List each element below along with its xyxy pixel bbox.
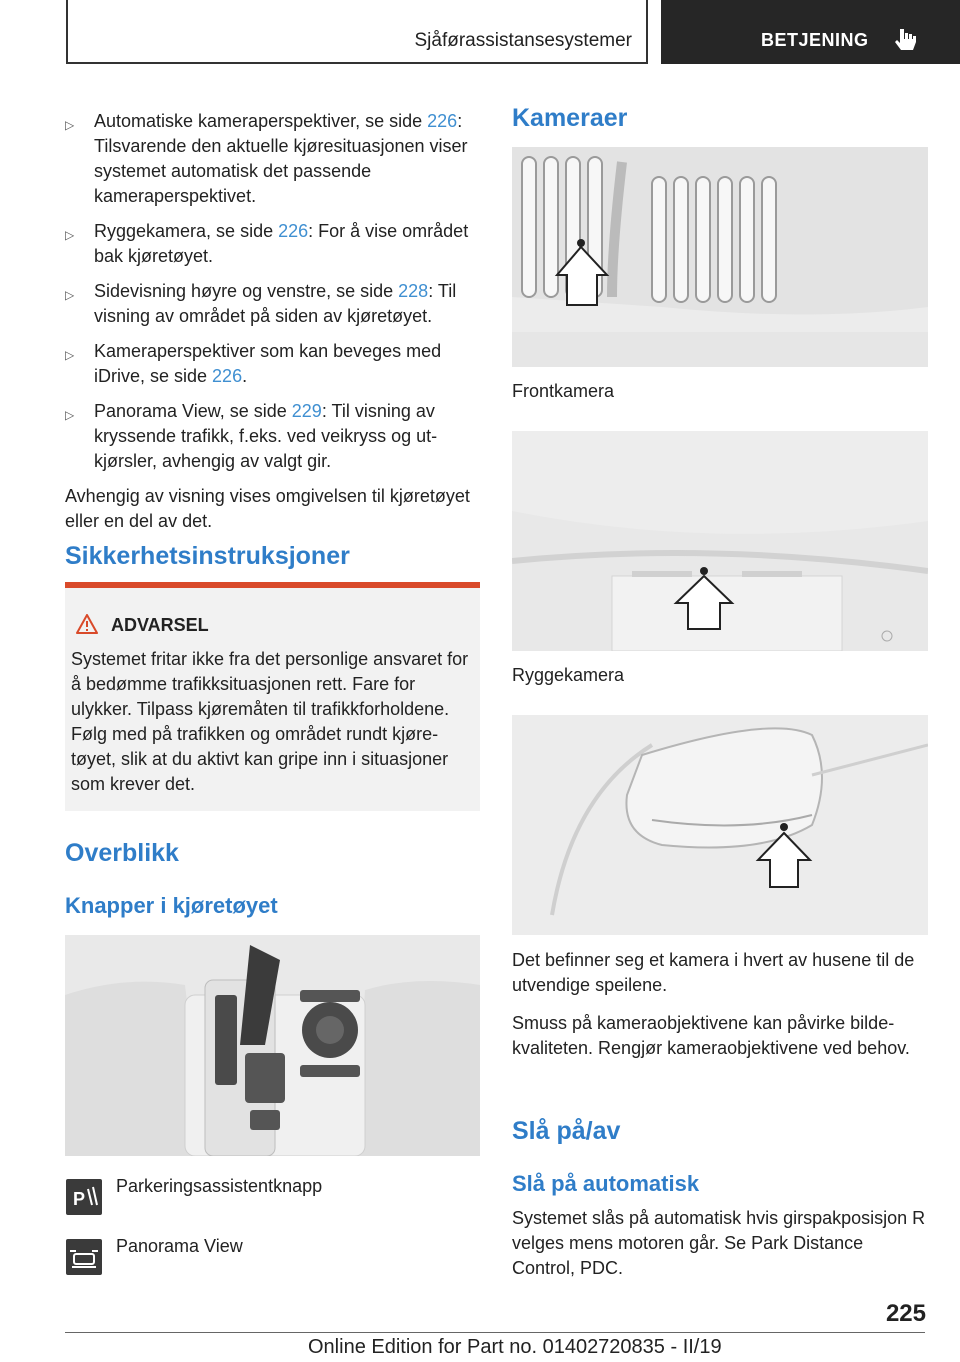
camera-view-list [65, 109, 480, 474]
button-label: Panorama View [116, 1236, 243, 1256]
header-chapter-tab [661, 0, 960, 64]
hand-pointer-icon [894, 27, 920, 55]
rear-camera-image [512, 431, 928, 651]
footer-edition: Online Edition for Part no. 01402720835 - II/19 [308, 1336, 722, 1358]
list-item: ▷ Automatiske kameraperspektiver, se side 226: Tilsvarende den aktuelle kjøresituasjonen viser systemet automatisk det passende kameraperspektivet. [65, 111, 468, 206]
page-ref-link[interactable]: 226 [427, 111, 458, 131]
header-chapter-label: BETJENING [761, 30, 869, 50]
page-ref-link[interactable]: 228 [398, 281, 429, 301]
on-off-heading: Slå på/av [512, 1117, 621, 1145]
list-item: ▷ Kameraperspektiver som kan beveges med iDrive, se side 226. [65, 341, 442, 386]
front-camera-caption: Frontkamera [512, 381, 615, 401]
panorama-view-icon [66, 1239, 102, 1275]
list-item: ▷ Sidevisning høyre og venstre, se side 228: Til visning av området på siden av kjøretøyet. [65, 281, 457, 326]
auto-on-paragraph: Systemet slås på automatisk hvis girspakposisjon R velges mens motoren går. Se Park Distance Control, PDC. [512, 1208, 926, 1278]
side-mirror-camera-image [512, 715, 928, 935]
triangle-bullet-icon: ▷ [65, 118, 75, 132]
footer-divider [65, 1332, 925, 1333]
triangle-bullet-icon: ▷ [65, 228, 75, 242]
warning-box [65, 582, 480, 811]
page-number: 225 [885, 1300, 926, 1327]
warning-body: Systemet fritar ikke fra det personlige ansvaret for å bedømme trafikksituasjonen rett. Fare for ulykker. Tilpass kjøremåten til trafikkforholdene. Følg med på trafikken og området rundt kjøretøyet, slik at du aktivt kan gripe inn i situasjoner som krever det. [71, 649, 469, 794]
header-section-title: Sjåførassistansesystemer [414, 30, 632, 51]
auto-on-text [512, 1206, 928, 1291]
lens-dirt-paragraph: Smuss på kameraobjektivene kan påvirke bildekvaliteten. Rengjør kameraobjektivene ved behov. [512, 1013, 910, 1058]
warning-triangle-icon [76, 614, 98, 634]
header-section-box [66, 0, 648, 64]
console-buttons-image [65, 935, 480, 1156]
warning-title: ADVARSEL [111, 615, 209, 635]
auto-on-heading: Slå på automatisk [512, 1171, 700, 1196]
svg-text:P: P [73, 1189, 86, 1209]
front-camera-image [512, 147, 928, 367]
page-ref-link[interactable]: 229 [291, 401, 322, 421]
buttons-heading: Knapper i kjøretøyet [65, 893, 278, 918]
page-ref-link[interactable]: 226 [212, 366, 243, 386]
right-column-text [512, 948, 928, 1071]
left-column [65, 109, 480, 544]
surroundings-paragraph: Avhengig av visning vises omgivelsen til kjøretøyet eller en del av det. [65, 486, 470, 531]
safety-heading: Sikkerhetsinstruksjoner [65, 542, 350, 570]
button-label: Parkeringsassistentknapp [116, 1176, 323, 1196]
parking-assistant-icon [66, 1179, 102, 1215]
page-ref-link[interactable]: 226 [278, 221, 309, 241]
overview-heading: Overblikk [65, 839, 179, 867]
list-item: ▷ Ryggekamera, se side 226: For å vise området bak kjøretøyet. [65, 221, 469, 266]
list-item: ▷ Panorama View, se side 229: Til visning av kryssende trafikk, f.eks. ved veikryss og utkjørsler, avhengig av valgt gir. [65, 401, 438, 471]
triangle-bullet-icon: ▷ [65, 408, 75, 422]
triangle-bullet-icon: ▷ [65, 288, 75, 302]
mirror-camera-paragraph: Det befinner seg et kamera i hvert av husene til de utvendige speilene. [512, 950, 915, 995]
cameras-heading: Kameraer [512, 104, 628, 132]
rear-camera-caption: Ryggekamera [512, 665, 625, 685]
triangle-bullet-icon: ▷ [65, 348, 75, 362]
